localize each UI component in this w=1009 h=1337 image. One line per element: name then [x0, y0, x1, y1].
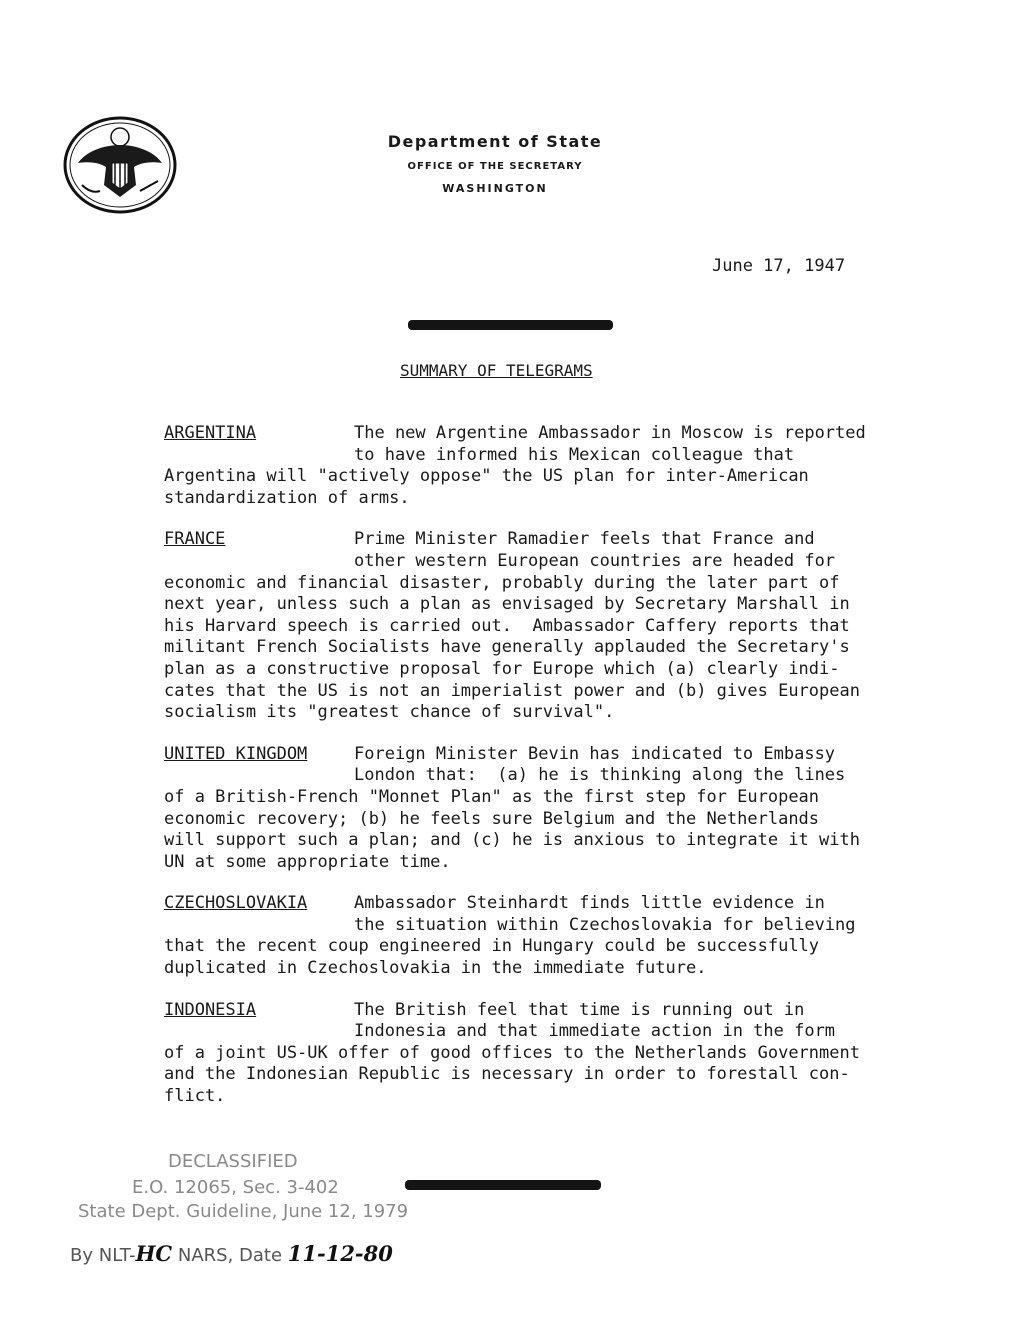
- redaction-bar-top: [408, 320, 613, 330]
- stamp-line: E.O. 12065, Sec. 3-402: [132, 1177, 339, 1198]
- stamp-line: DECLASSIFIED: [168, 1151, 298, 1172]
- section-heading: FRANCE: [164, 529, 226, 550]
- city-name: WASHINGTON: [442, 182, 548, 195]
- section-line: cates that the US is not an imperialist power and (b) gives European: [164, 680, 860, 701]
- stamp-authority-line: [70, 1242, 393, 1268]
- section-first-line: The new Argentine Ambassador in Moscow is reported: [354, 423, 866, 443]
- section-indonesia: [164, 1000, 904, 1108]
- section-first-line: Ambassador Steinhardt finds little evidence in: [354, 893, 825, 914]
- section-heading: CZECHOSLOVAKIA: [164, 893, 308, 914]
- document-title: SUMMARY OF TELEGRAMS: [400, 361, 593, 380]
- department-name: Department of State: [387, 132, 603, 151]
- department-seal-icon: [60, 115, 180, 215]
- section-indented-line: other western European countries are headed for: [354, 550, 836, 571]
- section-first-line: Prime Minister Ramadier feels that France and: [354, 529, 815, 550]
- section-first-line: The British feel that time is running out in: [354, 999, 805, 1020]
- redaction-bar-bottom: [405, 1180, 601, 1190]
- section-line: of a joint US-UK offer of good offices to the Netherlands Government: [164, 1042, 860, 1063]
- section-line: that the recent coup engineered in Hungary could be successfully: [164, 936, 820, 957]
- section-united-kingdom: [164, 744, 904, 874]
- section-line: militant French Socialists have generally applauded the Secretary's: [164, 637, 850, 658]
- stamp-line: State Dept. Guideline, June 12, 1979: [78, 1201, 409, 1222]
- section-line: next year, unless such a plan as envisaged by Secretary Marshall in: [164, 594, 850, 615]
- section-heading: INDONESIA: [164, 999, 257, 1020]
- section-line: will support such a plan; and (c) he is anxious to integrate it with: [164, 830, 860, 851]
- section-line: Argentina will "actively oppose" the US plan for inter-American: [164, 466, 809, 487]
- section-line: and the Indonesian Republic is necessary in order to forestall con-: [164, 1064, 850, 1085]
- document-body: [164, 423, 904, 1128]
- section-line: standardization of arms.: [164, 487, 410, 508]
- section-indented-line: Indonesia and that immediate action in the form: [354, 1021, 836, 1042]
- section-first-line: Foreign Minister Bevin has indicated to Embassy: [354, 743, 836, 764]
- section-line: duplicated in Czechoslovakia in the immediate future.: [164, 958, 707, 979]
- handwritten-initials: HC: [135, 1241, 173, 1266]
- section-indented-line: London that: (a) he is thinking along the lines: [354, 765, 846, 786]
- section-argentina: [164, 423, 904, 509]
- letterhead: [340, 132, 650, 195]
- section-indented-line: to have informed his Mexican colleague that: [354, 444, 795, 465]
- handwritten-date: 11-12-80: [287, 1241, 393, 1266]
- section-france: [164, 529, 904, 723]
- section-czechoslovakia: [164, 893, 904, 979]
- section-heading: ARGENTINA: [164, 423, 257, 443]
- stamp-prefix: By NLT-: [70, 1245, 136, 1266]
- section-line: flict.: [164, 1086, 226, 1107]
- section-line: economic and financial disaster, probably during the later part of: [164, 572, 840, 593]
- stamp-mid: NARS, Date: [172, 1245, 288, 1266]
- section-heading: UNITED KINGDOM: [164, 743, 308, 764]
- document-date: June 17, 1947: [712, 256, 846, 276]
- section-line: his Harvard speech is carried out. Ambassador Caffery reports that: [164, 615, 850, 636]
- section-line: socialism its "greatest chance of survival".: [164, 702, 615, 723]
- section-line: plan as a constructive proposal for Europe which (a) clearly indi-: [164, 658, 840, 679]
- section-line: economic recovery; (b) he feels sure Belgium and the Netherlands: [164, 808, 820, 829]
- office-name: OFFICE OF THE SECRETARY: [407, 161, 583, 172]
- section-indented-line: the situation within Czechoslovakia for believing: [354, 914, 856, 935]
- section-line: of a British-French "Monnet Plan" as the first step for European: [164, 786, 820, 807]
- section-line: UN at some appropriate time.: [164, 851, 451, 872]
